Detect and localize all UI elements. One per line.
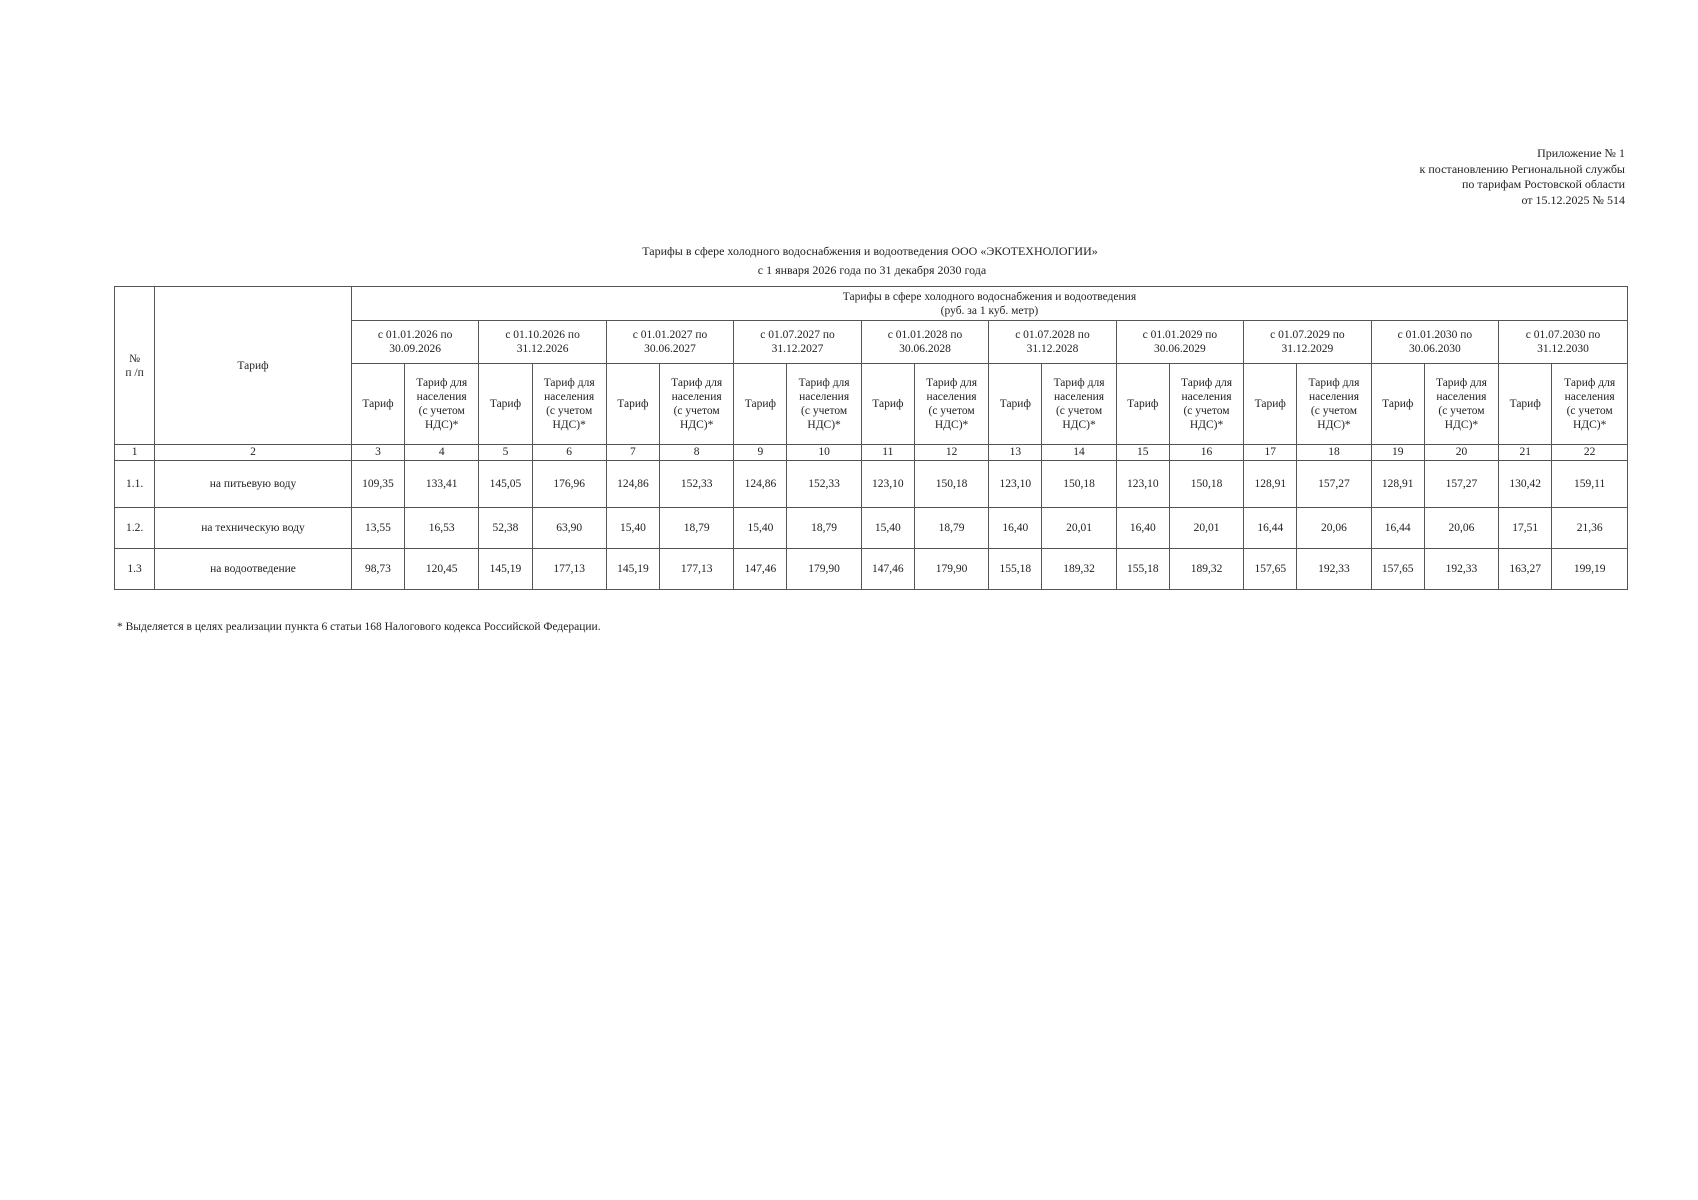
- document-title: Тарифы в сфере холодного водоснабжения и водоотведения ООО «ЭКОТЕХНОЛОГИИ»: [642, 244, 1098, 258]
- row-value: 21,36: [1552, 508, 1628, 549]
- row-number: 1.1.: [115, 461, 155, 508]
- row-value: 192,33: [1297, 549, 1371, 590]
- row-value: 15,40: [734, 508, 787, 549]
- row-name: на техническую воду: [155, 508, 352, 549]
- row-value: 192,33: [1424, 549, 1498, 590]
- row-value: 124,86: [606, 461, 659, 508]
- header-sub-population: Тариф для населения (с учетом НДС)*: [1169, 364, 1243, 445]
- column-number: 7: [606, 445, 659, 461]
- row-value: 123,10: [861, 461, 914, 508]
- header-sub-population: Тариф для населения (с учетом НДС)*: [405, 364, 479, 445]
- column-number: 10: [787, 445, 861, 461]
- header-period: с 01.01.2026 по 30.09.2026: [351, 321, 478, 364]
- row-value: 179,90: [914, 549, 988, 590]
- row-value: 133,41: [405, 461, 479, 508]
- header-main: Тарифы в сфере холодного водоснабжения и водоотведения (руб. за 1 куб. метр): [351, 287, 1627, 321]
- row-value: 109,35: [351, 461, 404, 508]
- row-value: 123,10: [1116, 461, 1169, 508]
- header-period: с 01.10.2026 по 31.12.2026: [479, 321, 606, 364]
- row-value: 128,91: [1244, 461, 1297, 508]
- header-sub-tariff: Тариф: [479, 364, 532, 445]
- row-value: 177,13: [660, 549, 734, 590]
- row-name: на водоотведение: [155, 549, 352, 590]
- appendix-line-2: к постановлению Региональной службы: [1419, 161, 1625, 176]
- row-value: 16,40: [989, 508, 1042, 549]
- row-value: 15,40: [861, 508, 914, 549]
- row-value: 145,19: [606, 549, 659, 590]
- footnote: * Выделяется в целях реализации пункта 6 статьи 168 Налогового кодекса Российской Федерации.: [117, 621, 601, 633]
- column-number: 4: [405, 445, 479, 461]
- row-value: 16,53: [405, 508, 479, 549]
- row-value: 13,55: [351, 508, 404, 549]
- column-number: 22: [1552, 445, 1628, 461]
- column-number: 14: [1042, 445, 1116, 461]
- header-period: с 01.07.2029 по 31.12.2029: [1244, 321, 1371, 364]
- column-number: 1: [115, 445, 155, 461]
- row-number: 1.3: [115, 549, 155, 590]
- header-sub-tariff: Тариф: [861, 364, 914, 445]
- header-period: с 01.07.2028 по 31.12.2028: [989, 321, 1116, 364]
- row-value: 20,06: [1424, 508, 1498, 549]
- column-number: 18: [1297, 445, 1371, 461]
- column-number: 17: [1244, 445, 1297, 461]
- appendix-block: [1420, 146, 1625, 208]
- table-row: [115, 549, 1628, 590]
- header-period: с 01.07.2030 по 31.12.2030: [1499, 321, 1628, 364]
- header-sub-population: Тариф для населения (с учетом НДС)*: [1297, 364, 1371, 445]
- row-value: 155,18: [989, 549, 1042, 590]
- column-number: 13: [989, 445, 1042, 461]
- row-value: 157,65: [1371, 549, 1424, 590]
- header-sub-tariff: Тариф: [1116, 364, 1169, 445]
- row-value: 157,27: [1424, 461, 1498, 508]
- row-value: 18,79: [787, 508, 861, 549]
- row-value: 179,90: [787, 549, 861, 590]
- row-number: 1.2.: [115, 508, 155, 549]
- row-value: 145,19: [479, 549, 532, 590]
- row-value: 130,42: [1499, 461, 1552, 508]
- row-value: 18,79: [660, 508, 734, 549]
- row-value: 177,13: [532, 549, 606, 590]
- row-value: 124,86: [734, 461, 787, 508]
- column-number: 9: [734, 445, 787, 461]
- header-sub-population: Тариф для населения (с учетом НДС)*: [660, 364, 734, 445]
- row-value: 163,27: [1499, 549, 1552, 590]
- row-value: 123,10: [989, 461, 1042, 508]
- header-sub-population: Тариф для населения (с учетом НДС)*: [914, 364, 988, 445]
- row-value: 150,18: [914, 461, 988, 508]
- row-name: на питьевую воду: [155, 461, 352, 508]
- header-sub-population: Тариф для населения (с учетом НДС)*: [1552, 364, 1628, 445]
- row-value: 147,46: [861, 549, 914, 590]
- column-number: 16: [1169, 445, 1243, 461]
- row-value: 150,18: [1169, 461, 1243, 508]
- header-no: № п /п: [115, 287, 155, 445]
- header-sub-population: Тариф для населения (с учетом НДС)*: [1042, 364, 1116, 445]
- row-value: 145,05: [479, 461, 532, 508]
- row-value: 152,33: [660, 461, 734, 508]
- header-sub-tariff: Тариф: [606, 364, 659, 445]
- row-value: 20,01: [1169, 508, 1243, 549]
- row-value: 20,06: [1297, 508, 1371, 549]
- header-sub-tariff: Тариф: [1244, 364, 1297, 445]
- row-value: 16,40: [1116, 508, 1169, 549]
- row-value: 128,91: [1371, 461, 1424, 508]
- row-value: 189,32: [1169, 549, 1243, 590]
- column-number: 5: [479, 445, 532, 461]
- tariff-table: [114, 286, 1628, 590]
- column-number: 15: [1116, 445, 1169, 461]
- header-sub-population: Тариф для населения (с учетом НДС)*: [1424, 364, 1498, 445]
- table-row: [115, 461, 1628, 508]
- document-subtitle: с 1 января 2026 года по 31 декабря 2030 года: [757, 263, 987, 277]
- row-value: 52,38: [479, 508, 532, 549]
- row-value: 199,19: [1552, 549, 1628, 590]
- column-number: 6: [532, 445, 606, 461]
- header-period: с 01.01.2029 по 30.06.2029: [1116, 321, 1243, 364]
- column-number: 21: [1499, 445, 1552, 461]
- header-tariff: Тариф: [155, 287, 352, 445]
- row-value: 17,51: [1499, 508, 1552, 549]
- header-sub-tariff: Тариф: [1499, 364, 1552, 445]
- header-sub-tariff: Тариф: [989, 364, 1042, 445]
- row-value: 120,45: [405, 549, 479, 590]
- row-value: 157,65: [1244, 549, 1297, 590]
- row-value: 63,90: [532, 508, 606, 549]
- row-value: 150,18: [1042, 461, 1116, 508]
- row-value: 157,27: [1297, 461, 1371, 508]
- column-number: 20: [1424, 445, 1498, 461]
- header-sub-population: Тариф для населения (с учетом НДС)*: [787, 364, 861, 445]
- row-value: 18,79: [914, 508, 988, 549]
- row-value: 98,73: [351, 549, 404, 590]
- column-number: 3: [351, 445, 404, 461]
- header-period: с 01.07.2027 по 31.12.2027: [734, 321, 861, 364]
- appendix-line-3: по тарифам Ростовской области: [1461, 177, 1625, 191]
- appendix-line-1: Приложение № 1: [1537, 146, 1625, 160]
- column-number: 12: [914, 445, 988, 461]
- row-value: 176,96: [532, 461, 606, 508]
- column-number: 19: [1371, 445, 1424, 461]
- column-number: 2: [155, 445, 352, 461]
- header-period: с 01.01.2028 по 30.06.2028: [861, 321, 988, 364]
- row-value: 189,32: [1042, 549, 1116, 590]
- header-sub-population: Тариф для населения (с учетом НДС)*: [532, 364, 606, 445]
- row-value: 152,33: [787, 461, 861, 508]
- row-value: 147,46: [734, 549, 787, 590]
- table-row: [115, 508, 1628, 549]
- row-value: 15,40: [606, 508, 659, 549]
- row-value: 155,18: [1116, 549, 1169, 590]
- header-sub-tariff: Тариф: [351, 364, 404, 445]
- column-number: 11: [861, 445, 914, 461]
- header-sub-tariff: Тариф: [734, 364, 787, 445]
- column-number: 8: [660, 445, 734, 461]
- appendix-line-4: от 15.12.2025 № 514: [1521, 192, 1625, 207]
- row-value: 16,44: [1244, 508, 1297, 549]
- header-period: с 01.01.2027 по 30.06.2027: [606, 321, 733, 364]
- row-value: 159,11: [1552, 461, 1628, 508]
- row-value: 20,01: [1042, 508, 1116, 549]
- header-period: с 01.01.2030 по 30.06.2030: [1371, 321, 1498, 364]
- header-sub-tariff: Тариф: [1371, 364, 1424, 445]
- row-value: 16,44: [1371, 508, 1424, 549]
